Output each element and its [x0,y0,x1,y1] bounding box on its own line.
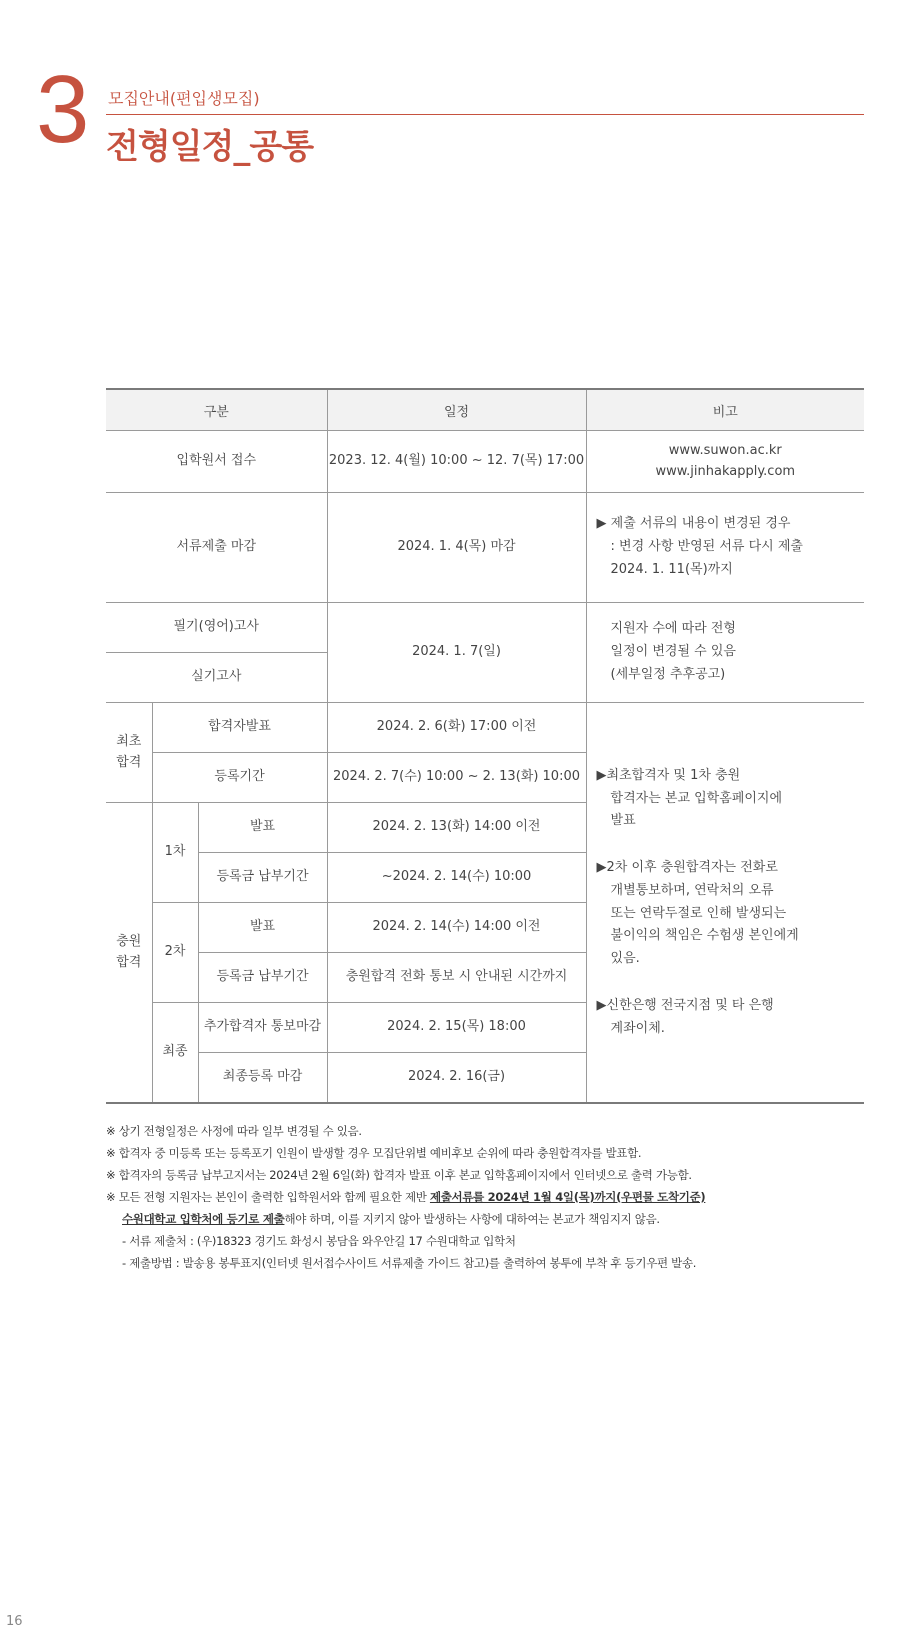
apply-url: www.jinhakapply.com [655,463,796,479]
row-label-initial-announce: 합격자발표 [152,703,327,753]
header-remarks: 비고 [586,389,864,431]
section-divider [106,114,864,115]
row-label-application: 입학원서 접수 [106,431,327,493]
table-row [106,603,864,653]
footnote-text: ※ 모든 전형 지원자는 본인이 출력한 입학원서와 함께 필요한 제반 [106,1190,430,1204]
row-date-final-notify: 2024. 2. 15(목) 18:00 [327,1003,586,1053]
footnote-emphasis: 수원대학교 입학처에 등기로 제출 [122,1212,285,1226]
footnote: - 제출방법 : 발송용 봉투표지(인터넷 원서접수사이트 서류제출 가이드 참고)를 출력하여 봉투에 부착 후 등기우편 발송. [122,1256,697,1270]
round-1-label: 1차 [152,803,198,903]
table-header-row [106,389,864,431]
schedule-table [106,388,864,1104]
footnotes [106,1120,876,1274]
note-line: 2024. 1. 11(목)까지 [610,561,733,577]
row-date-documents: 2024. 1. 4(목) 마감 [327,493,586,603]
section-title: 전형일정_공통 [106,127,314,167]
note-line: (세부일정 추후공고) [610,666,726,682]
row-date-initial-announce: 2024. 2. 6(화) 17:00 이전 [327,703,586,753]
table-row [106,703,864,753]
footnote: ※ 합격자의 등록금 납부고지서는 2024년 2월 6일(화) 합격자 발표 이후 본교 입학홈페이지에서 인터넷으로 출력 가능함. [106,1168,692,1182]
row-date-round1-pay: ~2024. 2. 14(수) 10:00 [327,853,586,903]
row-date-exam: 2024. 1. 7(일) [327,603,586,703]
note-line: 또는 연락두절로 인해 발생되는 [610,905,787,921]
note-line: ▶2차 이후 충원합격자는 전화로 [596,860,778,875]
footnote: ※ 상기 전형일정은 사정에 따라 일부 변경될 수 있음. [106,1124,362,1138]
note-line: 불이익의 책임은 수험생 본인에게 [610,928,799,944]
header-schedule: 일정 [327,389,586,431]
page-number: 16 [6,1614,23,1629]
group-extra-pass: 충원 합격 [106,803,152,1104]
note-line: 계좌이체. [610,1020,665,1036]
row-note-documents [586,493,864,603]
row-label-final-notify: 추가합격자 통보마감 [198,1003,327,1053]
row-date-initial-register: 2024. 2. 7(수) 10:00 ~ 2. 13(화) 10:00 [327,753,586,803]
row-note-exam [586,603,864,703]
round-2-label: 2차 [152,903,198,1003]
note-line: ▶ 제출 서류의 내용이 변경된 경우 [596,516,791,532]
note-line: 합격자는 본교 입학홈페이지에 [610,790,783,806]
note-line: 발표 [610,813,636,829]
row-label-round1-announce: 발표 [198,803,327,853]
header-category: 구분 [106,389,327,431]
note-line: ▶최초합격자 및 1차 충원 [596,767,741,783]
round-final-label: 최종 [152,1003,198,1104]
row-date-round2-announce: 2024. 2. 14(수) 14:00 이전 [327,903,586,953]
footnote: ※ 합격자 중 미등록 또는 등록포기 인원이 발생할 경우 모집단위별 예비후보 순위에 따라 충원합격자를 발표함. [106,1146,642,1160]
note-line: : 변경 사항 반영된 서류 다시 제출 [610,539,803,555]
footnote [106,1186,876,1208]
row-label-round1-pay: 등록금 납부기간 [198,853,327,903]
group-initial-pass: 최초 합격 [106,703,152,803]
university-url: www.suwon.ac.kr [668,442,782,458]
row-note-results [586,703,864,1104]
note-line: 지원자 수에 따라 전형 [610,621,736,637]
footnote-emphasis: 제출서류를 2024년 1월 4일(목)까지(우편물 도착기준) [429,1190,706,1204]
footnote: - 서류 제출처 : (우)18323 경기도 화성시 봉담읍 와우안길 17 수원대학교 입학처 [122,1234,516,1248]
footnote [106,1208,876,1230]
note-line: 일정이 변경될 수 있음 [610,644,736,660]
table-row [106,493,864,603]
row-date-application: 2023. 12. 4(월) 10:00 ~ 12. 7(목) 17:00 [327,431,586,493]
row-label-practical: 실기고사 [106,653,327,703]
note-line: 개별통보하며, 연락처의 오류 [610,882,774,898]
row-label-final-register: 최종등록 마감 [198,1053,327,1104]
footnote-text: 해야 하며, 이를 지키지 않아 발생하는 사항에 대하여는 본교가 책임지지 않음. [284,1212,660,1226]
row-note-application [586,431,864,493]
row-label-round2-announce: 발표 [198,903,327,953]
row-label-initial-register: 등록기간 [152,753,327,803]
row-date-round1-announce: 2024. 2. 13(화) 14:00 이전 [327,803,586,853]
row-label-round2-pay: 등록금 납부기간 [198,953,327,1003]
section-subtitle: 모집안내(편입생모집) [108,89,260,108]
row-label-documents: 서류제출 마감 [106,493,327,603]
row-date-round2-pay: 충원합격 전화 통보 시 안내된 시간까지 [327,953,586,1003]
row-label-written: 필기(영어)고사 [106,603,327,653]
table-row [106,431,864,493]
row-date-final-register: 2024. 2. 16(금) [327,1053,586,1104]
section-number: 3 [36,56,90,163]
note-line: ▶신한은행 전국지점 및 타 은행 [596,997,774,1013]
note-line: 있음. [610,951,640,966]
